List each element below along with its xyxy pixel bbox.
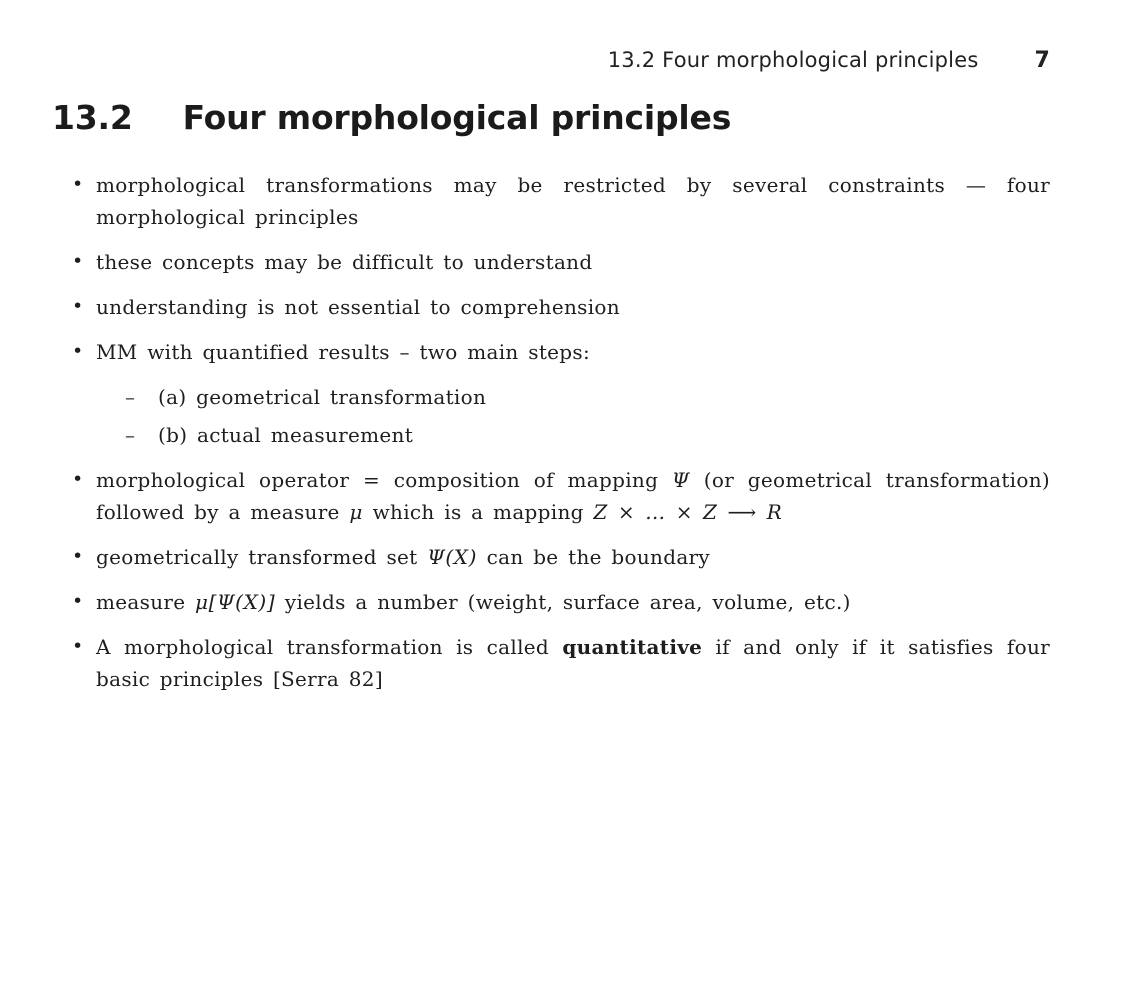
text-run: morphological transformations may be restricted by several constraints — four morphological principles <box>96 172 1050 229</box>
math-expression: μ <box>349 499 363 524</box>
text-run: MM with quantified results – two main steps: <box>96 339 590 364</box>
running-header-section: 13.2 Four morphological principles <box>607 48 979 72</box>
section-title <box>52 99 1125 137</box>
bullet-item <box>70 464 1050 528</box>
bullet-item <box>70 291 1050 323</box>
bullet-list <box>0 169 1125 695</box>
text-run: measure <box>96 589 196 614</box>
text-run: yields a number (weight, surface area, volume, etc.) <box>275 589 851 614</box>
text-run: understanding is not essential to comprehension <box>96 294 620 319</box>
text-run: (a) geometrical transformation <box>158 384 487 409</box>
math-expression: Z × … × Z ⟶ R <box>593 499 783 524</box>
text-run: (or geometrical transformation) followed by a measure <box>96 467 1050 524</box>
section-number: 13.2 <box>52 98 133 137</box>
sub-list <box>96 381 1050 451</box>
bullet-item <box>70 336 1050 451</box>
bullet-item <box>70 541 1050 573</box>
math-expression: Ψ <box>671 467 691 492</box>
math-expression: μ[Ψ(X)] <box>195 589 276 614</box>
bullet-item <box>70 169 1050 233</box>
text-run: (b) actual measurement <box>158 422 414 447</box>
text-run: if and only if it satisfies four basic principles [Serra 82] <box>96 634 1050 691</box>
text-run: which is a mapping <box>362 499 594 524</box>
sub-item <box>125 419 1050 451</box>
text-run: can be the boundary <box>476 544 711 569</box>
bullet-item <box>70 631 1050 695</box>
page-number: 7 <box>1034 48 1050 73</box>
bullet-item <box>70 246 1050 278</box>
sub-item <box>125 381 1050 413</box>
text-run: A morphological transformation is called <box>96 634 563 659</box>
section-title-text: Four morphological principles <box>182 98 732 137</box>
bold-term: quantitative <box>562 634 703 659</box>
bullet-item <box>70 586 1050 618</box>
text-run: geometrically transformed set <box>96 544 428 569</box>
math-expression: Ψ(X) <box>427 544 477 569</box>
text-run: these concepts may be difficult to understand <box>96 249 593 274</box>
running-header <box>0 0 1125 73</box>
text-run: morphological operator = composition of mapping <box>96 467 672 492</box>
